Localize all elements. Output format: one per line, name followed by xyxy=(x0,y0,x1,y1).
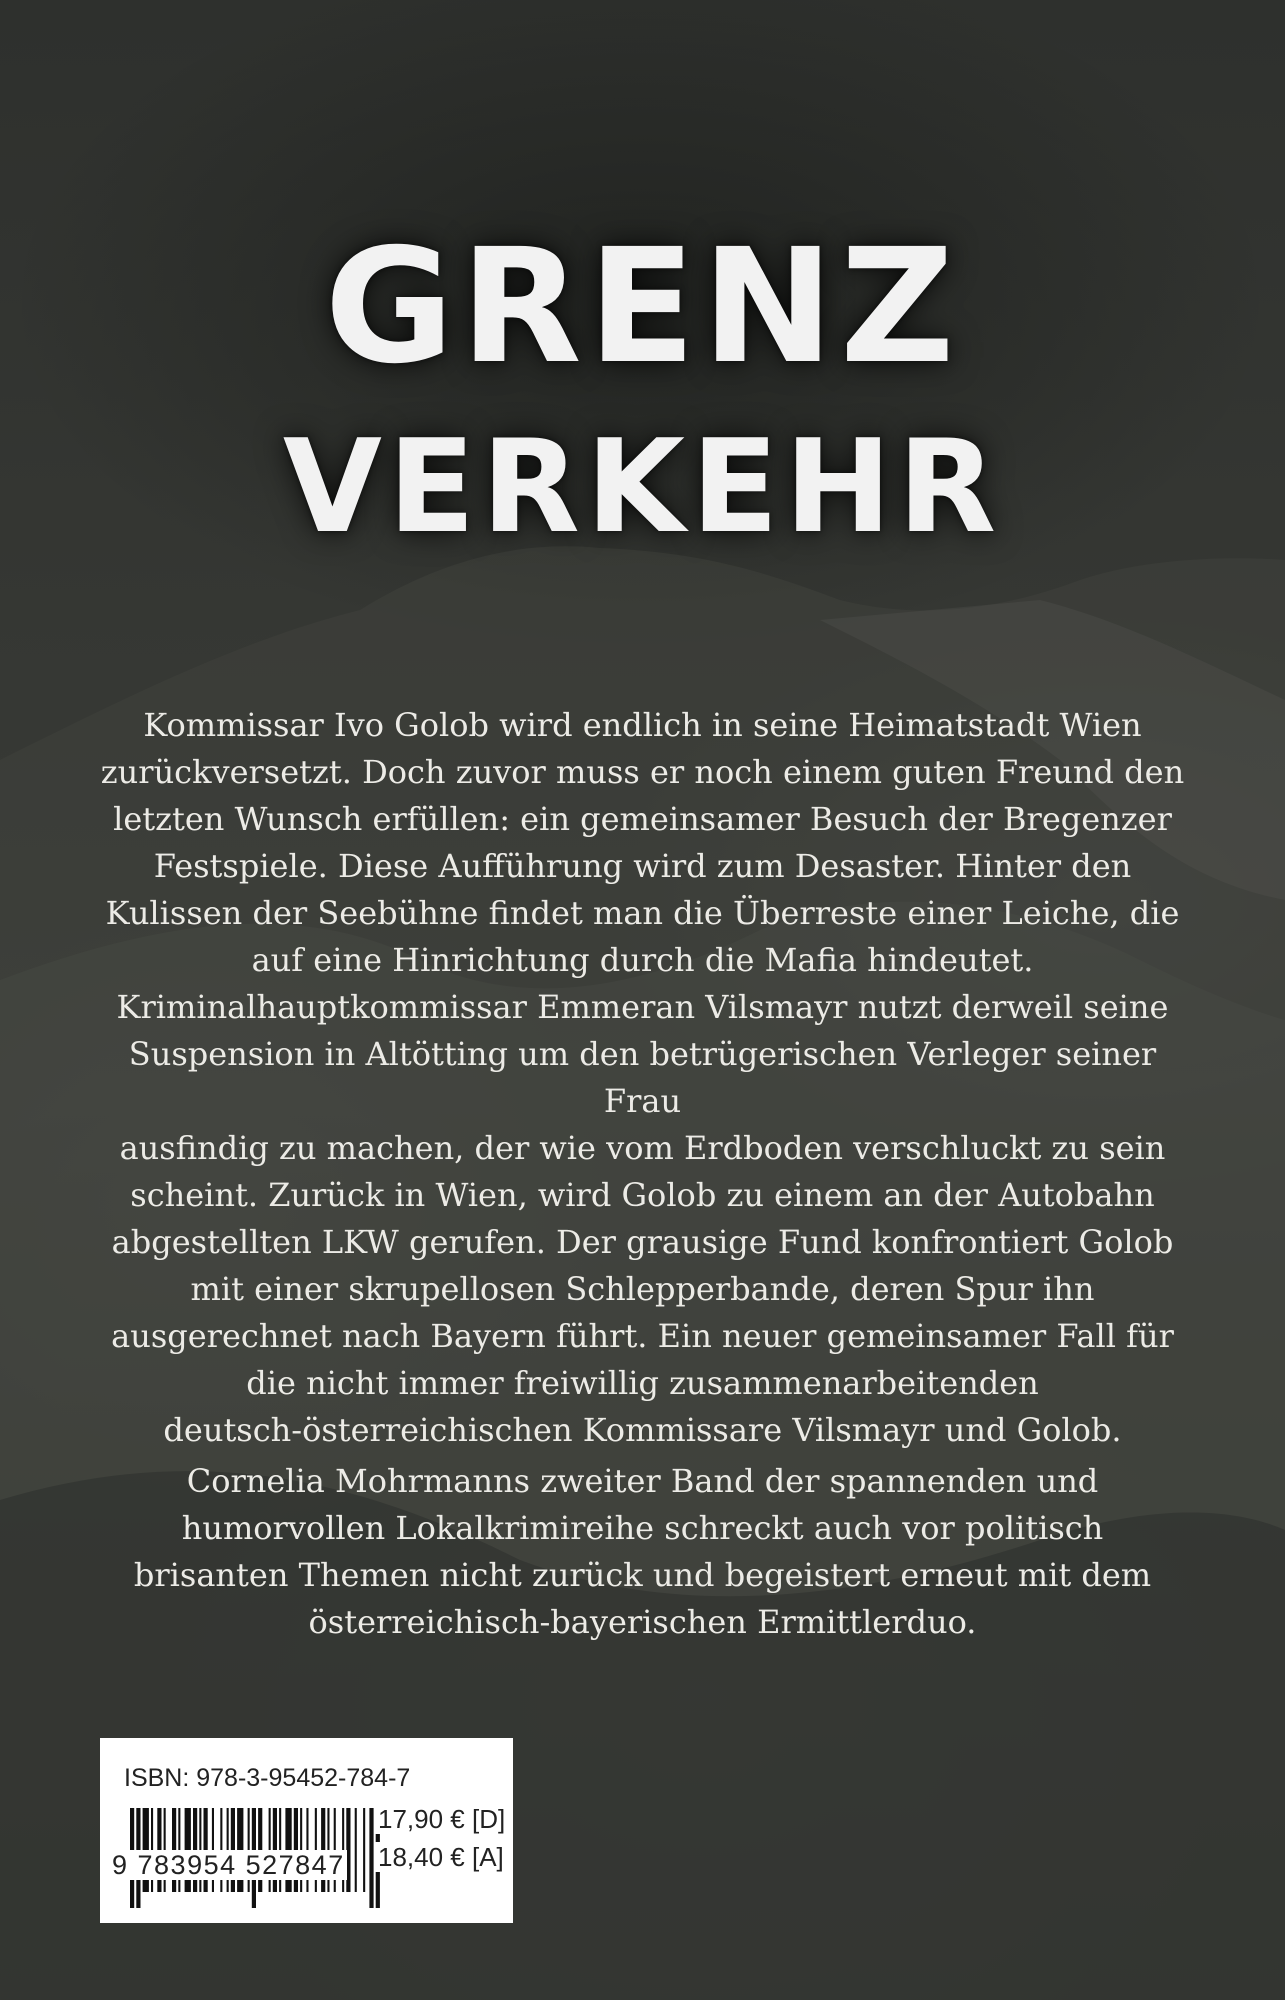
blurb-line: Festspiele. Diese Aufführung wird zum Desaster. Hinter den xyxy=(153,847,1132,885)
blurb-line: abgestellten LKW gerufen. Der grausige Fund konfrontiert Golob xyxy=(111,1223,1174,1261)
barcode-digits: 9 783954 527847 xyxy=(112,1850,345,1880)
author-line: humorvollen Lokalkrimireihe schreckt auch vor politisch xyxy=(181,1509,1104,1547)
title-verkehr: VERKEHR xyxy=(0,418,1285,558)
author-paragraph xyxy=(100,1458,1185,1646)
price-germany: 17,90 € [D] xyxy=(374,1804,505,1834)
blurb-line: Suspension in Altötting um den betrügerischen Verleger seiner Frau xyxy=(128,1035,1157,1120)
blurb-line: die nicht immer freiwillig zusammenarbeitenden xyxy=(246,1364,1039,1402)
blurb-line: Kommissar Ivo Golob wird endlich in seine Heimatstadt Wien xyxy=(143,706,1142,744)
barcode-box xyxy=(100,1738,513,1923)
blurb-line: Kriminalhauptkommissar Emmeran Vilsmayr nutzt derweil seine xyxy=(116,988,1169,1026)
blurb-paragraph xyxy=(100,702,1185,1454)
blurb-line: ausfindig zu machen, der wie vom Erdboden verschluckt zu sein xyxy=(119,1129,1166,1167)
title-grenz: GRENZ xyxy=(0,222,1285,392)
blurb-line: letzten Wunsch erfüllen: ein gemeinsamer Besuch der Bregenzer xyxy=(113,800,1172,838)
author-line: Cornelia Mohrmanns zweiter Band der spannenden und xyxy=(186,1462,1099,1500)
blurb-line: zurückversetzt. Doch zuvor muss er noch einem guten Freund den xyxy=(100,753,1185,791)
author-line: brisanten Themen nicht zurück und begeistert erneut mit dem xyxy=(133,1556,1152,1594)
author-line: österreichisch-bayerischen Ermittlerduo. xyxy=(308,1603,977,1641)
price-austria: 18,40 € [A] xyxy=(374,1842,504,1872)
blurb-line: ausgerechnet nach Bayern führt. Ein neuer gemeinsamer Fall für xyxy=(111,1317,1174,1355)
blurb-line: deutsch-österreichischen Kommissare Vilsmayr und Golob. xyxy=(163,1411,1122,1449)
isbn-label: ISBN: 978-3-95452-784-7 xyxy=(124,1764,411,1792)
blurb-line: auf eine Hinrichtung durch die Mafia hindeutet. xyxy=(251,941,1034,979)
blurb-line: mit einer skrupellosen Schlepperbande, deren Spur ihn xyxy=(190,1270,1095,1308)
blurb-line: scheint. Zurück in Wien, wird Golob zu einem an der Autobahn xyxy=(130,1176,1155,1214)
blurb-line: Kulissen der Seebühne findet man die Überreste einer Leiche, die xyxy=(105,894,1180,932)
